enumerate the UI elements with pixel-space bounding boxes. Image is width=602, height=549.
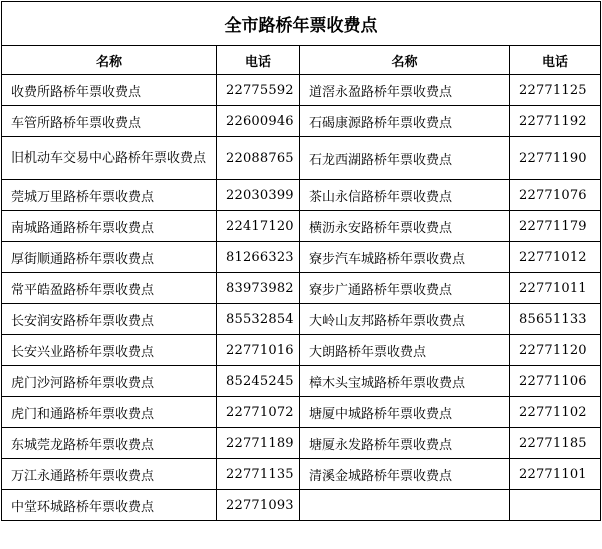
left-phone-cell: 85532854 — [217, 304, 300, 335]
left-name-cell: 旧机动车交易中心路桥年票收费点 — [2, 137, 217, 180]
left-phone-cell: 22771093 — [217, 490, 300, 521]
left-name-cell: 东城莞龙路桥年票收费点 — [2, 428, 217, 459]
left-name-cell: 常平皓盈路桥年票收费点 — [2, 273, 217, 304]
right-name-cell: 大朗路桥年票收费点 — [300, 335, 510, 366]
left-name-cell: 厚街顺通路桥年票收费点 — [2, 242, 217, 273]
right-name-cell: 横沥永安路桥年票收费点 — [300, 211, 510, 242]
right-phone-cell: 22771190 — [510, 137, 601, 180]
right-phone-cell: 22771192 — [510, 106, 601, 137]
right-phone-cell: 22771101 — [510, 459, 601, 490]
table-row — [2, 180, 601, 211]
right-name-cell: 塘厦中城路桥年票收费点 — [300, 397, 510, 428]
right-phone-cell: 22771125 — [510, 75, 601, 106]
left-name-header: 名称 — [2, 46, 217, 75]
right-name-cell: 清溪金城路桥年票收费点 — [300, 459, 510, 490]
right-phone-cell: 22771185 — [510, 428, 601, 459]
right-phone-cell: 22771011 — [510, 273, 601, 304]
right-name-cell: 塘厦永发路桥年票收费点 — [300, 428, 510, 459]
right-name-cell: 樟木头宝城路桥年票收费点 — [300, 366, 510, 397]
left-name-cell: 虎门和通路桥年票收费点 — [2, 397, 217, 428]
left-name-cell: 南城路通路桥年票收费点 — [2, 211, 217, 242]
table-row — [2, 428, 601, 459]
right-name-header: 名称 — [300, 46, 510, 75]
table-row — [2, 490, 601, 521]
left-phone-cell: 81266323 — [217, 242, 300, 273]
right-phone-cell: 22771106 — [510, 366, 601, 397]
left-name-cell: 虎门沙河路桥年票收费点 — [2, 366, 217, 397]
table-row — [2, 273, 601, 304]
left-phone-cell: 22771189 — [217, 428, 300, 459]
left-phone-cell: 22417120 — [217, 211, 300, 242]
left-phone-cell: 22775592 — [217, 75, 300, 106]
table-row — [2, 397, 601, 428]
right-phone-cell: 22771012 — [510, 242, 601, 273]
right-name-cell: 茶山永信路桥年票收费点 — [300, 180, 510, 211]
table-row — [2, 137, 601, 180]
right-phone-cell: 22771120 — [510, 335, 601, 366]
table-row — [2, 304, 601, 335]
table-row — [2, 75, 601, 106]
right-name-cell: 道滘永盈路桥年票收费点 — [300, 75, 510, 106]
right-phone-cell: 85651133 — [510, 304, 601, 335]
right-name-cell: 寮步汽车城路桥年票收费点 — [300, 242, 510, 273]
left-name-cell: 长安润安路桥年票收费点 — [2, 304, 217, 335]
left-name-cell: 莞城万里路桥年票收费点 — [2, 180, 217, 211]
left-phone-cell: 83973982 — [217, 273, 300, 304]
left-phone-cell: 22088765 — [217, 137, 300, 180]
left-phone-cell: 22771072 — [217, 397, 300, 428]
table-row — [2, 366, 601, 397]
table-row — [2, 211, 601, 242]
left-phone-cell: 22600946 — [217, 106, 300, 137]
right-phone-cell — [510, 490, 601, 521]
left-phone-cell: 85245245 — [217, 366, 300, 397]
left-phone-header: 电话 — [217, 46, 300, 75]
left-name-cell: 中堂环城路桥年票收费点 — [2, 490, 217, 521]
right-name-cell — [300, 490, 510, 521]
right-name-cell: 石碣康源路桥年票收费点 — [300, 106, 510, 137]
table-row — [2, 106, 601, 137]
fee-points-document — [1, 1, 601, 546]
fee-points-table — [1, 1, 601, 521]
table-title: 全市路桥年票收费点 — [2, 2, 601, 46]
table-row — [2, 242, 601, 273]
left-name-cell: 车管所路桥年票收费点 — [2, 106, 217, 137]
left-name-cell: 收费所路桥年票收费点 — [2, 75, 217, 106]
right-name-cell: 大岭山友邦路桥年票收费点 — [300, 304, 510, 335]
table-row — [2, 335, 601, 366]
left-phone-cell: 22771135 — [217, 459, 300, 490]
right-phone-header: 电话 — [510, 46, 601, 75]
right-phone-cell: 22771102 — [510, 397, 601, 428]
right-phone-cell: 22771179 — [510, 211, 601, 242]
left-phone-cell: 22030399 — [217, 180, 300, 211]
left-name-cell: 长安兴业路桥年票收费点 — [2, 335, 217, 366]
table-row — [2, 459, 601, 490]
left-name-cell: 万江永通路桥年票收费点 — [2, 459, 217, 490]
right-name-cell: 寮步广通路桥年票收费点 — [300, 273, 510, 304]
left-phone-cell: 22771016 — [217, 335, 300, 366]
right-name-cell: 石龙西湖路桥年票收费点 — [300, 137, 510, 180]
right-phone-cell: 22771076 — [510, 180, 601, 211]
